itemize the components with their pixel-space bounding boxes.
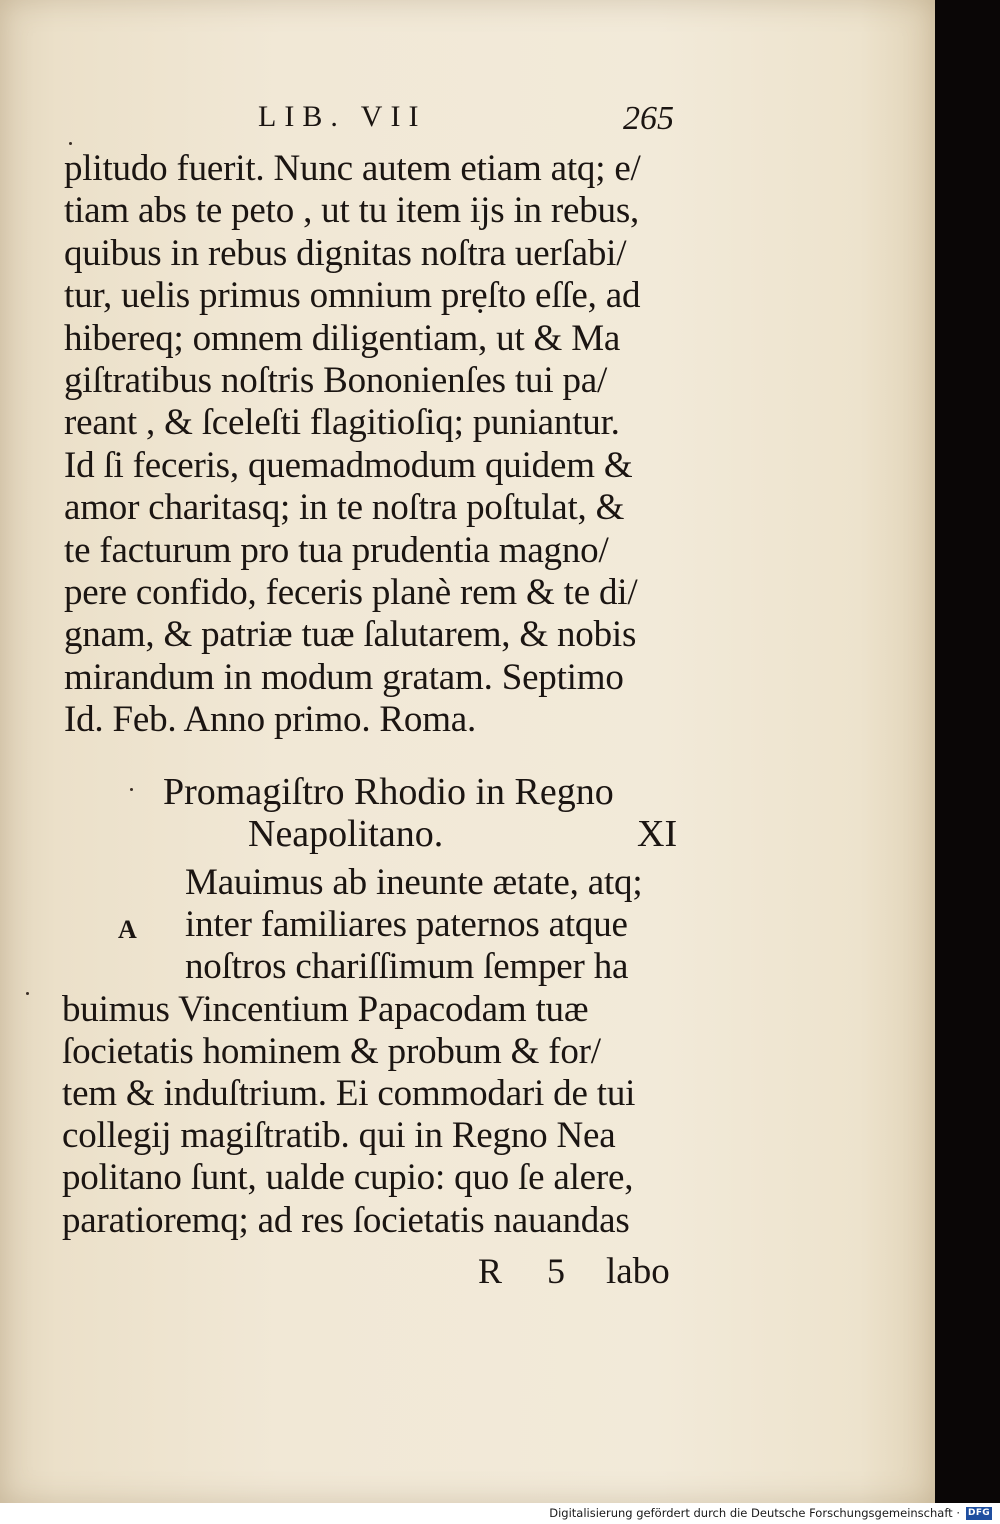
letter-line: Mauimus ab ineunte ætate, atq; (185, 862, 643, 903)
ink-speck (26, 992, 29, 995)
body-line: amor charitasq; in te noſtra poſtulat, & (64, 487, 625, 529)
body-line: pere confido, feceris planè rem & te di/ (64, 572, 638, 613)
letter-line: politano ſunt, ualde cupio: quo ſe alere, (62, 1157, 634, 1199)
dfg-logo: DFG (966, 1507, 992, 1520)
letter-line: collegij magiſtratib. qui in Regno Nea (62, 1115, 616, 1157)
letter-line: buimus Vincentium Papacodam tuæ (62, 988, 589, 1030)
letter-heading-line1: Promagiſtro Rhodio in Regno (163, 771, 614, 813)
body-line: Id. Feb. Anno primo. Roma. (64, 699, 477, 741)
letter-line: paratioremq; ad res ſocietatis nauandas (62, 1199, 630, 1241)
running-title: LIB. VII (258, 100, 427, 133)
body-line: gnam, & patriæ tuæ ſalutarem, & nobis (64, 614, 637, 656)
ink-speck (69, 142, 72, 145)
letter-line: inter familiares paternos atque (185, 904, 628, 946)
letter-line: ſocietatis hominem & probum & for/ (62, 1030, 601, 1072)
body-line: mirandum in modum gratam. Septimo (64, 656, 624, 698)
body-line: reant , & ſceleſti flagitioſiq; puniantur. (64, 402, 620, 444)
body-line: Id ſi feceris, quemadmodum quidem & (64, 444, 633, 486)
letter-heading-line2: Neapolitano. (248, 813, 444, 855)
margin-letter: A (118, 915, 137, 944)
ink-speck (130, 788, 133, 791)
body-line: tur, uelis primus omnium prẹſto eſſe, ad (64, 275, 641, 317)
page-number: 265 (623, 100, 674, 137)
signature-mark: R 5 (478, 1251, 584, 1291)
body-line: plitudo fuerit. Nunc autem etiam atq; e/ (64, 148, 641, 189)
catchword: labo (606, 1251, 670, 1292)
letter-line: noſtros chariſſimum ſemper ha (185, 946, 629, 988)
body-line: giſtratibus noſtris Bononienſes tui pa/ (64, 360, 608, 401)
body-line: tiam abs te peto , ut tu item ijs in rebus, (64, 190, 640, 232)
footer-credit: Digitalisierung gefördert durch die Deutsche Forschungsgemeinschaft · (549, 1506, 960, 1520)
body-line: te facturum pro tua prudentia magno/ (64, 529, 609, 571)
body-line: hibereq; omnem diligentiam, ut & Ma (64, 317, 621, 359)
body-line: quibus in rebus dignitas noſtra uerſabi/ (64, 232, 627, 274)
letter-number: XI (637, 813, 678, 855)
letter-line: tem & induſtrium. Ei commodari de tui (62, 1073, 636, 1114)
footer-bar (0, 1503, 1000, 1524)
